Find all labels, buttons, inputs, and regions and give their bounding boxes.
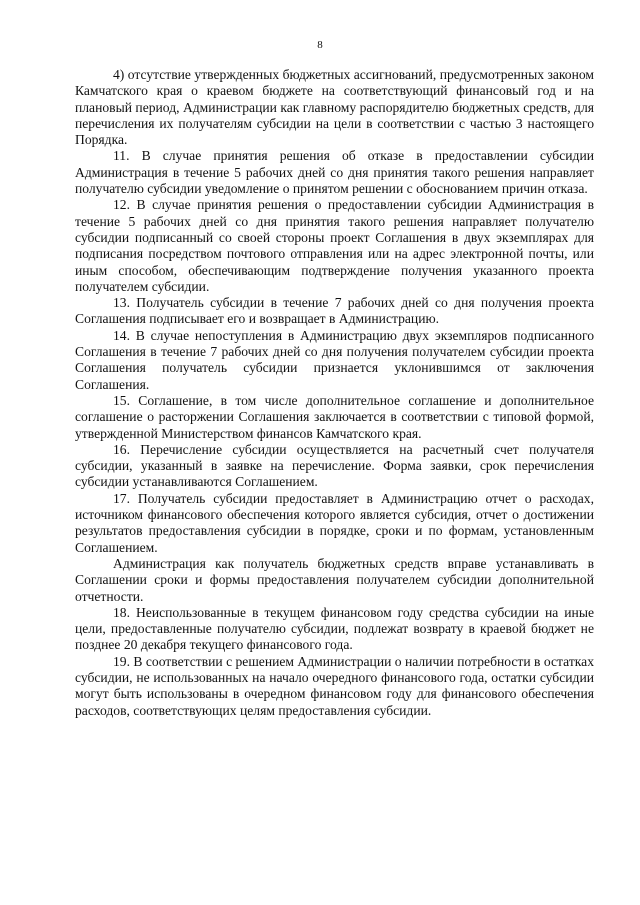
- paragraph-17: 17. Получатель субсидии предоставляет в Администрацию отчет о расходах, источником финансового обеспечения которого является субсидия, отчет о достижении результатов предоставления субсидии в порядке, сроки и по формам, установленным Соглашением.: [75, 490, 594, 555]
- paragraph-11: 11. В случае принятия решения об отказе в предоставлении субсидии Администрация в течение 5 рабочих дней со дня принятия такого решения направляет получателю субсидии уведомление о принятом решении с обоснованием причин отказа.: [75, 148, 594, 197]
- paragraph-12: 12. В случае принятия решения о предоставлении субсидии Администрация в течение 5 рабочих дней со дня принятия такого решения направляет получателю субсидии подписанный со своей стороны проект Соглашения в двух экземплярах для подписания посредством почтового отправления или на адрес электронной почты, или иным способом, обеспечивающим подтверждение получения указанного проекта получателем субсидии.: [75, 197, 594, 294]
- paragraph-19: 19. В соответствии с решением Администрации о наличии потребности в остатках субсидии, не использованных на начало очередного финансового года, остатки субсидии могут быть использованы в очередном финансовом году для финансового обеспечения расходов, соответствующих целям предоставления субсидии.: [75, 653, 594, 718]
- document-body: [75, 67, 594, 719]
- paragraph-18: 18. Неиспользованные в текущем финансовом году средства субсидии на иные цели, предоставленные получателю субсидии, подлежат возврату в краевой бюджет не позднее 20 декабря текущего финансового года.: [75, 604, 594, 653]
- paragraph-17-addendum: Администрация как получатель бюджетных средств вправе устанавливать в Соглашении сроки и формы предоставления получателем субсидии дополнительной отчетности.: [75, 555, 594, 604]
- paragraph-16: 16. Перечисление субсидии осуществляется на расчетный счет получателя субсидии, указанный в заявке на перечисление. Форма заявки, срок перечисления субсидии устанавливаются Соглашением.: [75, 441, 594, 490]
- page-number: 8: [317, 39, 323, 51]
- paragraph-15: 15. Соглашение, в том числе дополнительное соглашение и дополнительное соглашение о расторжении Соглашения заключается в соответствии с типовой формой, утвержденной Министерством финансов Камчатского края.: [75, 392, 594, 441]
- paragraph-13: 13. Получатель субсидии в течение 7 рабочих дней со дня получения проекта Соглашения подписывает его и возвращает в Администрацию.: [75, 295, 594, 327]
- paragraph-item-4: 4) отсутствие утвержденных бюджетных ассигнований, предусмотренных законом Камчатского края о краевом бюджете на соответствующий финансовый год и на плановый период, Администрации как главному распорядителю бюджетных средств, для перечисления их получателям субсидии на цели в соответствии с частью 3 настоящего Порядка.: [75, 67, 594, 148]
- paragraph-14: 14. В случае непоступления в Администрацию двух экземпляров подписанного Соглашения в течение 7 рабочих дней со дня получения получателем субсидии проекта Соглашения получатель субсидии признается уклонившимся от заключения Соглашения.: [75, 327, 594, 392]
